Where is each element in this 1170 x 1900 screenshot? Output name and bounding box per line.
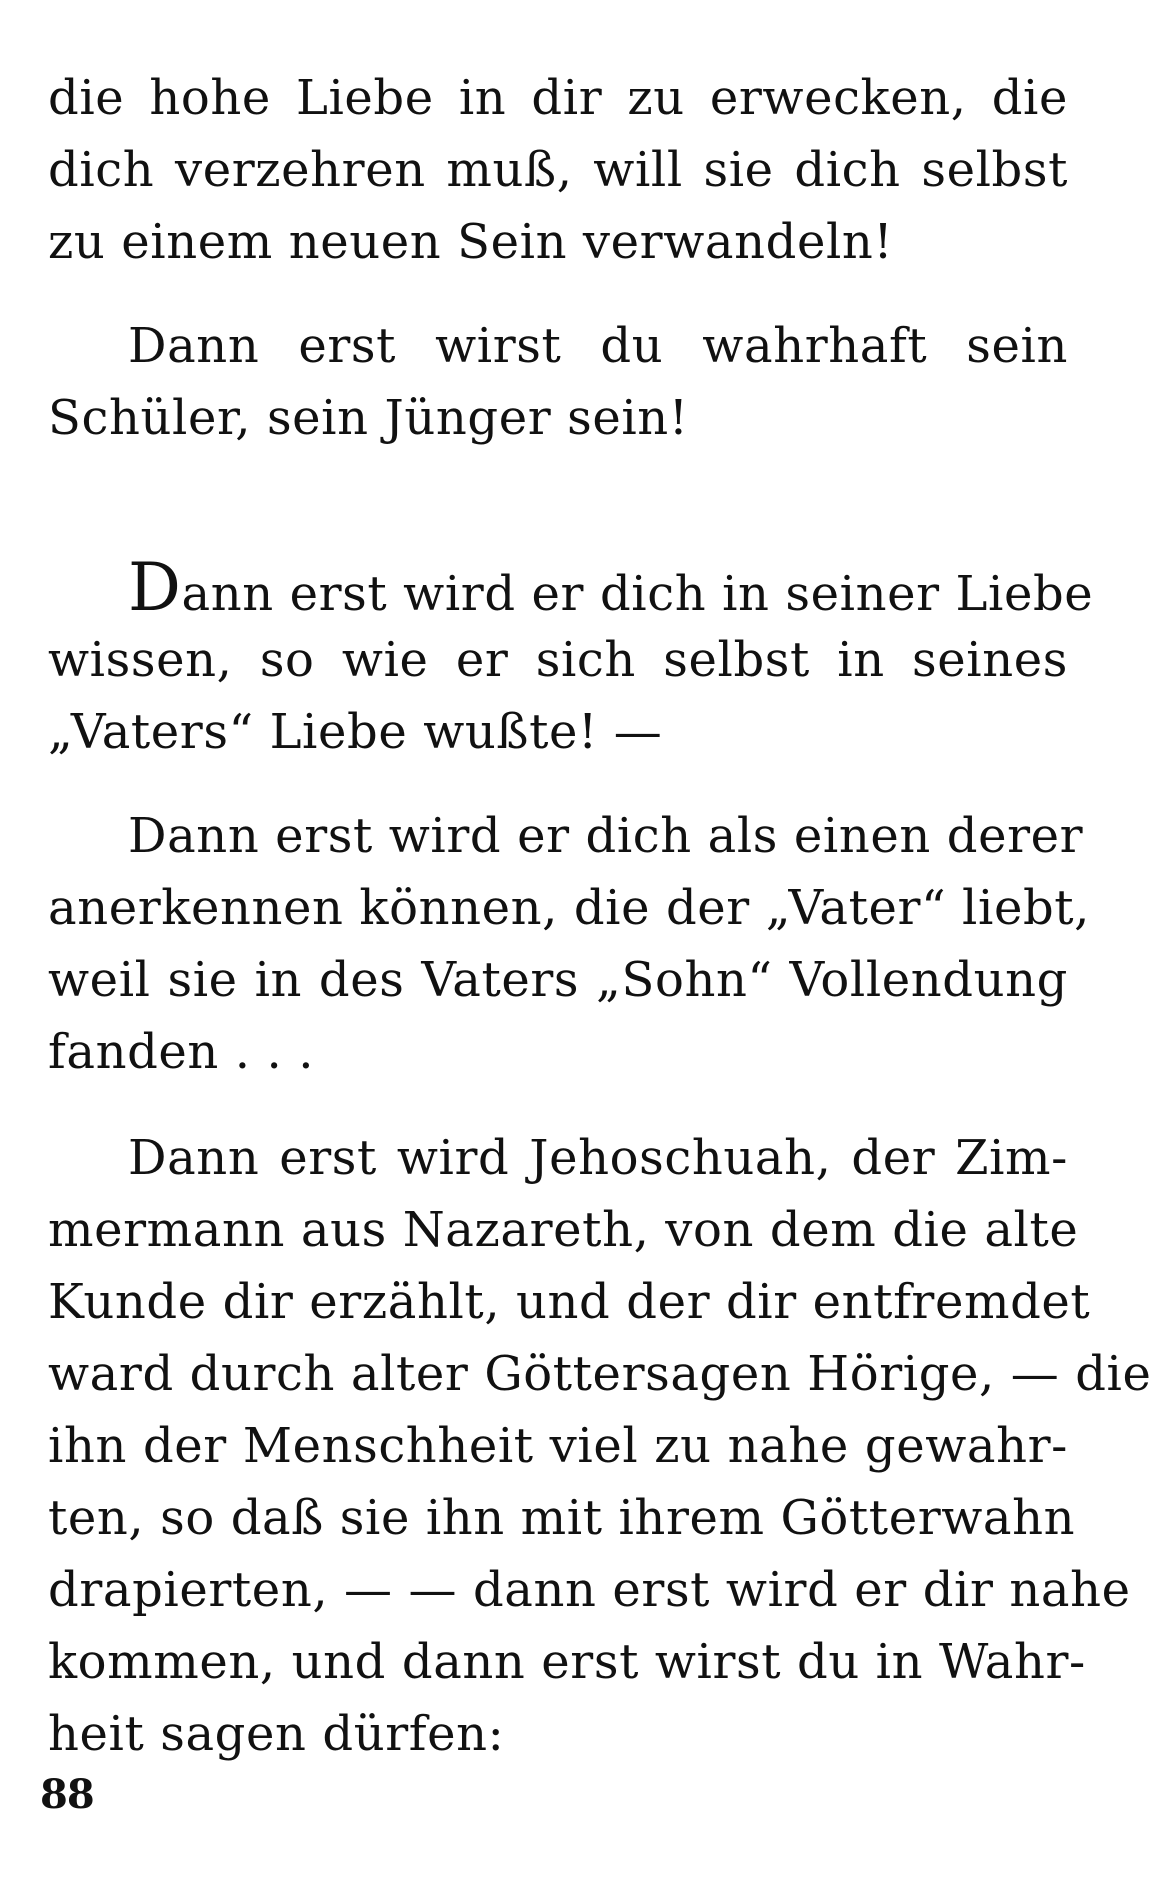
- text-line: „Vaters“ Liebe wußte! —: [48, 704, 663, 760]
- text-line: anerkennen können, die der „Vater“ liebt,: [48, 880, 1091, 936]
- paragraph-1: [48, 62, 1068, 278]
- text-line: ann erst wird er dich in seiner Liebe: [181, 566, 1094, 622]
- text-line-with-initial: [48, 549, 1094, 626]
- paragraph-3: [48, 549, 1094, 768]
- text-line: weil sie in des Vaters „Sohn“ Vollendung: [48, 952, 1068, 1008]
- text-line: fanden . . .: [48, 1024, 315, 1080]
- page-number: 88: [40, 1771, 94, 1818]
- text-line: heit sagen dürfen:: [48, 1706, 505, 1762]
- text-line: Schüler, sein Jünger sein!: [48, 390, 689, 446]
- paragraph-5: [48, 1122, 1152, 1770]
- text-line: Dann erst wird er dich als einen derer: [128, 808, 1084, 864]
- text-line: ten, so daß sie ihn mit ihrem Götterwahn: [48, 1490, 1076, 1546]
- text-line: mermann aus Nazareth, von dem die alte: [48, 1202, 1079, 1258]
- text-line: ward durch alter Göttersagen Hörige, — die: [48, 1346, 1152, 1402]
- text-line: die hohe Liebe in dir zu erwecken, die: [48, 70, 1068, 126]
- text-line: Dann erst wird Jehoschuah, der Zim-: [128, 1130, 1068, 1186]
- text-line: ihn der Menschheit viel zu nahe gewahr-: [48, 1418, 1068, 1474]
- text-line: Dann erst wirst du wahrhaft sein: [128, 318, 1068, 374]
- text-line: drapierten, — — dann erst wird er dir nahe: [48, 1562, 1131, 1618]
- text-line: zu einem neuen Sein verwandeln!: [48, 214, 894, 270]
- paragraph-4: [48, 800, 1091, 1088]
- text-line: Kunde dir erzählt, und der dir entfremdet: [48, 1274, 1091, 1330]
- drop-cap: D: [128, 549, 182, 626]
- paragraph-2: [48, 310, 1068, 454]
- text-line: wissen, so wie er sich selbst in seines: [48, 632, 1068, 688]
- text-line: kommen, und dann erst wirst du in Wahr-: [48, 1634, 1086, 1690]
- text-line: dich verzehren muß, will sie dich selbst: [48, 142, 1068, 198]
